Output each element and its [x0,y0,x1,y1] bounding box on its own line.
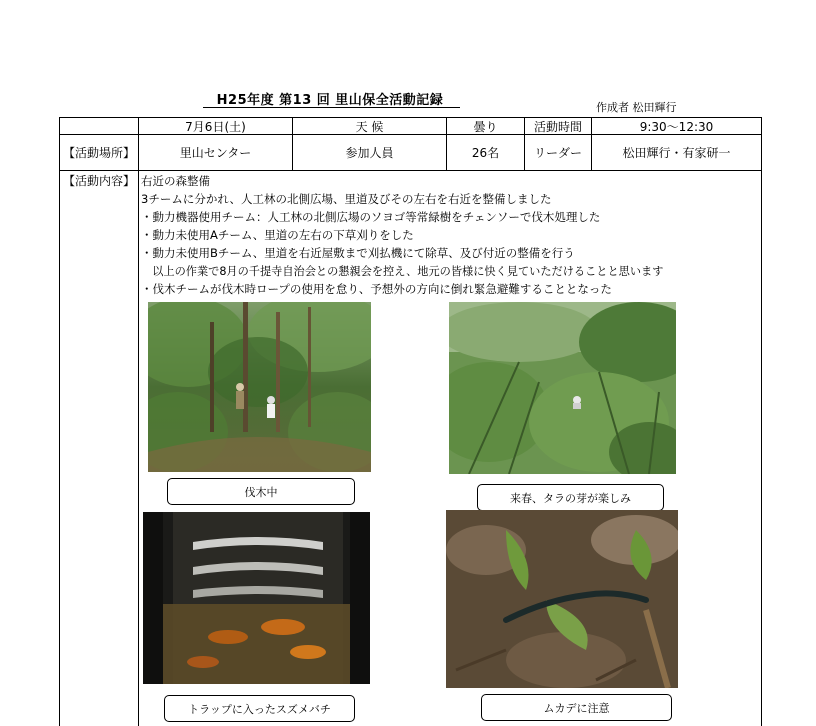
caption-hornet-trap [164,695,355,722]
leader-label: リーダー [533,146,582,160]
author: 作成者 松田輝行 [596,101,677,114]
content-line: ・動力機器使用チーム：人工林の北側広場のソヨゴ等常緑樹をチェンソーで伐木処理した [141,210,601,224]
place-label: 【活動場所】 [62,146,135,160]
caption-felling [167,478,355,505]
time-value: 9:30〜12:30 [639,119,714,134]
content-line: ・動力未使用Aチーム、里道の左右の下草刈りをした [141,228,414,242]
participants-value: 26名 [471,146,500,160]
document-title: H25年度 第13 回 里山保全活動記録 [216,93,444,108]
weather-value: 曇り [473,119,498,134]
content-line: 右近の森整備 [141,174,210,188]
date-value: 7月6日(土) [185,119,246,134]
caption-text: ムカデに注意 [543,701,610,715]
caption-text: トラップに入ったスズメバチ [188,702,331,716]
caption-text: 来春、タラの芽が楽しみ [510,491,631,505]
photo-centipede [446,510,678,688]
leader-value: 松田輝行・有家研一 [622,146,731,160]
title-underline [203,107,460,108]
content-label: 【活動内容】 [62,173,135,188]
place-value: 里山センター [179,146,252,160]
time-label: 活動時間 [533,119,582,134]
weather-label: 天 候 [355,119,384,134]
content-line: ・動力未使用Bチーム、里道を右近屋敷まで刈払機にて除草、及び付近の整備を行う [141,246,575,260]
caption-bushes [477,484,664,511]
caption-centipede [481,694,672,721]
photo-felling [148,302,371,472]
photo-bushes [449,302,676,474]
content-line: 3チームに分かれ、人工林の北側広場、里道及びその左右を右近を整備しました [141,192,552,206]
caption-text: 伐木中 [244,485,278,499]
content-line: ・伐木チームが伐木時ロープの使用を怠り、予想外の方向に倒れ緊急避難することとなった [141,282,612,296]
participants-label: 参加人員 [345,146,394,160]
content-line: 以上の作業で8月の千提寺自治会との懇親会を控え、地元の皆様に快く見ていただけることと思います [141,265,664,278]
photo-hornet-trap [143,512,370,684]
